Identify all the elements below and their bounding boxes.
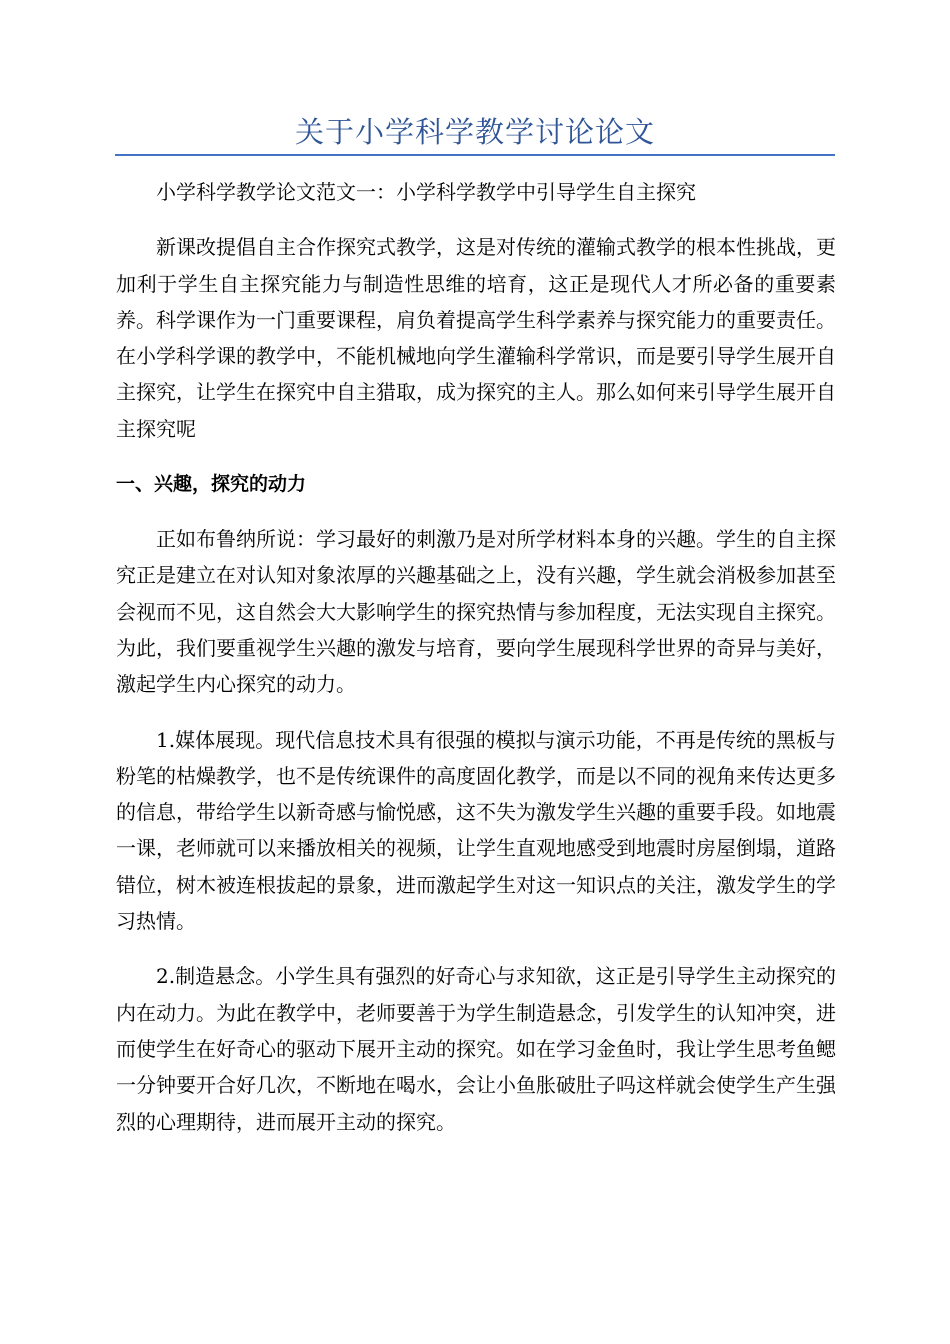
document-title: 关于小学科学教学讨论论文 <box>294 115 655 149</box>
document-body <box>116 174 836 1159</box>
section-heading-1: 一、兴趣，探究的动力 <box>116 473 307 496</box>
title-underline <box>115 154 835 156</box>
point2-paragraph: 2.制造悬念。小学生具有强烈的好奇心与求知欲，这正是引导学生主动探究的内在动力。为此在教学中，老师要善于为学生制造悬念，引发学生的认知冲突，进而使学生在好奇心的驱动下展开主动的探究。如在学习金鱼时，我让学生思考鱼鳃一分钟要开合好几次，不断地在喝水，会让小鱼胀破肚子吗这样就会使学生产生强烈的心理期待，进而展开主动的探究。 <box>116 964 836 1134</box>
section1-paragraph: 正如布鲁纳所说：学习最好的刺激乃是对所学材料本身的兴趣。学生的自主探究正是建立在对认知对象浓厚的兴趣基础之上，没有兴趣，学生就会消极参加甚至会视而不见，这自然会大大影响学生的探究热情与参加程度，无法实现自主探究。为此，我们要重视学生兴趣的激发与培育，要向学生展现科学世界的奇异与美好，激起学生内心探究的动力。 <box>116 527 836 697</box>
point1-paragraph: 1.媒体展现。现代信息技术具有很强的模拟与演示功能，不再是传统的黑板与粉笔的枯燥教学，也不是传统课件的高度固化教学，而是以不同的视角来传达更多的信息，带给学生以新奇感与愉悦感，这不失为激发学生兴趣的重要手段。如地震一课，老师就可以来播放相关的视频，让学生直观地感受到地震时房屋倒塌，道路错位，树木被连根拔起的景象，进而激起学生对这一知识点的关注，激发学生的学习热情。 <box>116 727 836 934</box>
intro-paragraph: 新课改提倡自主合作探究式教学，这是对传统的灌输式教学的根本性挑战，更加利于学生自主探究能力与制造性思维的培育，这正是现代人才所必备的重要素养。科学课作为一门重要课程，肩负着提高学生科学素养与探究能力的重要责任。在小学科学课的教学中，不能机械地向学生灌输科学常识，而是要引导学生展开自主探究，让学生在探究中自主猎取，成为探究的主人。那么如何来引导学生展开自主探究呢 <box>116 235 836 441</box>
subtitle-paragraph: 小学科学教学论文范文一：小学科学教学中引导学生自主探究 <box>156 180 696 204</box>
